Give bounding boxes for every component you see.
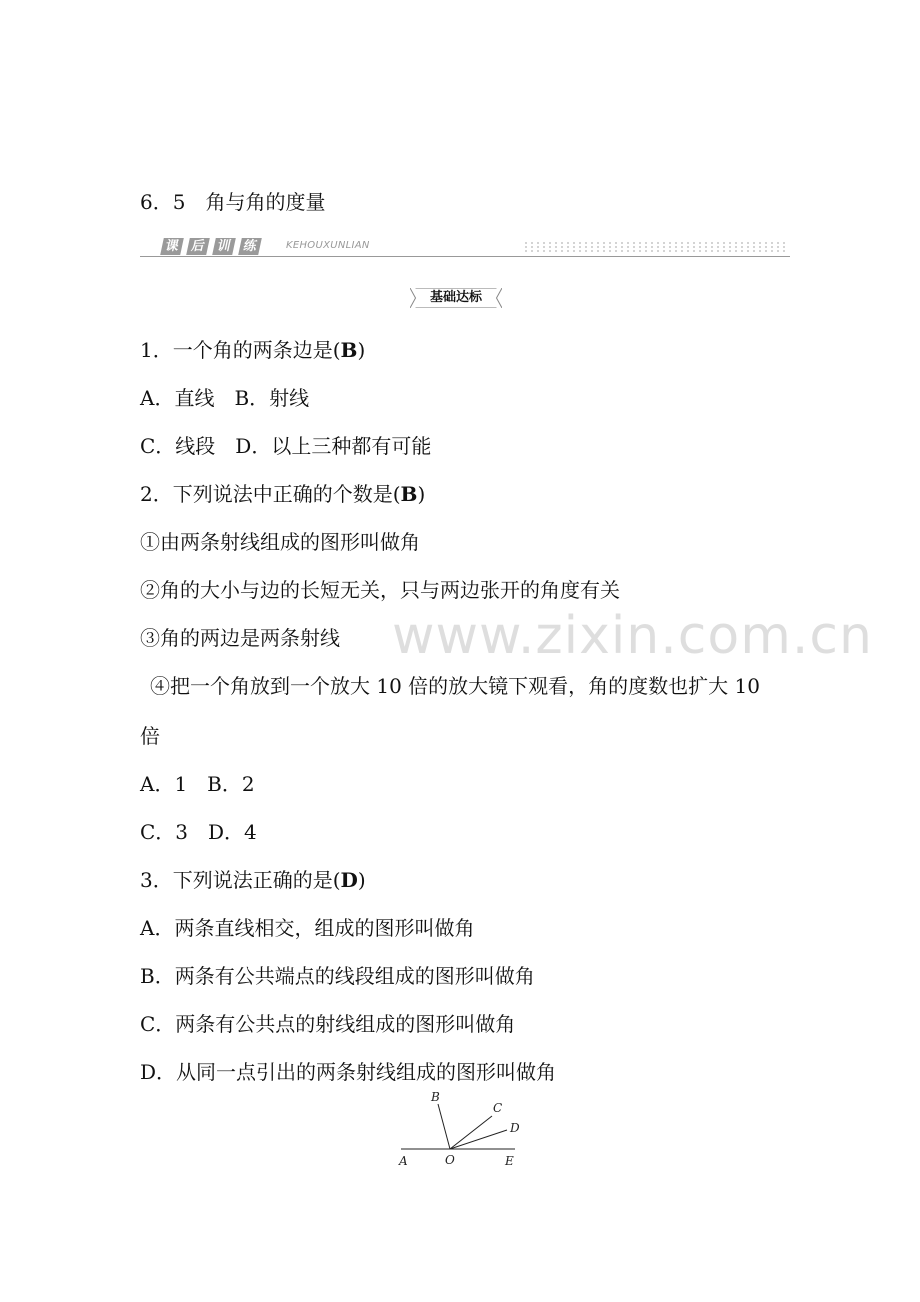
label-b: B: [431, 1090, 440, 1104]
section-label: [412, 288, 500, 308]
banner-dots: [523, 241, 788, 253]
label-d: D: [510, 1121, 520, 1135]
label-c: C: [493, 1101, 503, 1115]
ray-ob: [438, 1104, 450, 1149]
banner-english: KEHOUXUNLIAN: [286, 240, 370, 251]
q2-options-1: A．1 B．2: [140, 772, 255, 796]
angle-figure: [395, 1088, 525, 1172]
q3-option-d: D．从同一点引出的两条射线组成的图形叫做角: [140, 1060, 557, 1084]
q2-options-2: C．3 D．4: [140, 820, 257, 844]
q2-stem: 2．下列说法中正确的个数是(B): [140, 482, 426, 506]
q2-statement-3: ③角的两边是两条射线: [140, 626, 340, 650]
banner-tab: [162, 238, 260, 255]
ray-od: [450, 1130, 507, 1149]
q3-option-c: C．两条有公共点的射线组成的图形叫做角: [140, 1012, 516, 1036]
q1-stem: 1．一个角的两条边是(B): [140, 338, 366, 362]
q3-option-a: A．两条直线相交，组成的图形叫做角: [140, 916, 475, 940]
banner-char: 后: [186, 238, 210, 255]
banner-char: 训: [212, 238, 236, 255]
watermark: www.zixin.com.cn: [392, 606, 873, 666]
q2-statement-4-cont: 倍: [140, 724, 160, 748]
q3-option-b: B．两条有公共端点的线段组成的图形叫做角: [140, 964, 535, 988]
q1-answer: B: [340, 338, 358, 362]
q2-statement-1: ①由两条射线组成的图形叫做角: [140, 530, 420, 554]
banner-char: 课: [160, 238, 184, 255]
page-title: 6．5 角与角的度量: [140, 190, 326, 214]
ray-oc: [450, 1116, 492, 1149]
label-o: O: [445, 1153, 455, 1167]
label-a: A: [399, 1154, 408, 1168]
q3-answer: D: [340, 868, 358, 892]
label-e: E: [505, 1154, 514, 1168]
q1-options-2: C．线段 D．以上三种都有可能: [140, 434, 432, 458]
q2-answer: B: [400, 482, 418, 506]
banner-divider: [140, 256, 790, 257]
q2-statement-2: ②角的大小与边的长短无关，只与两边张开的角度有关: [140, 578, 620, 602]
q3-stem: 3．下列说法正确的是(D): [140, 868, 366, 892]
q1-options-1: A．直线 B．射线: [140, 386, 310, 410]
section-label-text: 基础达标: [430, 290, 483, 305]
section-banner: [140, 234, 790, 258]
banner-char: 练: [238, 238, 262, 255]
q2-statement-4: ④把一个角放到一个放大 10 倍的放大镜下观看，角的度数也扩大 10: [150, 674, 760, 698]
